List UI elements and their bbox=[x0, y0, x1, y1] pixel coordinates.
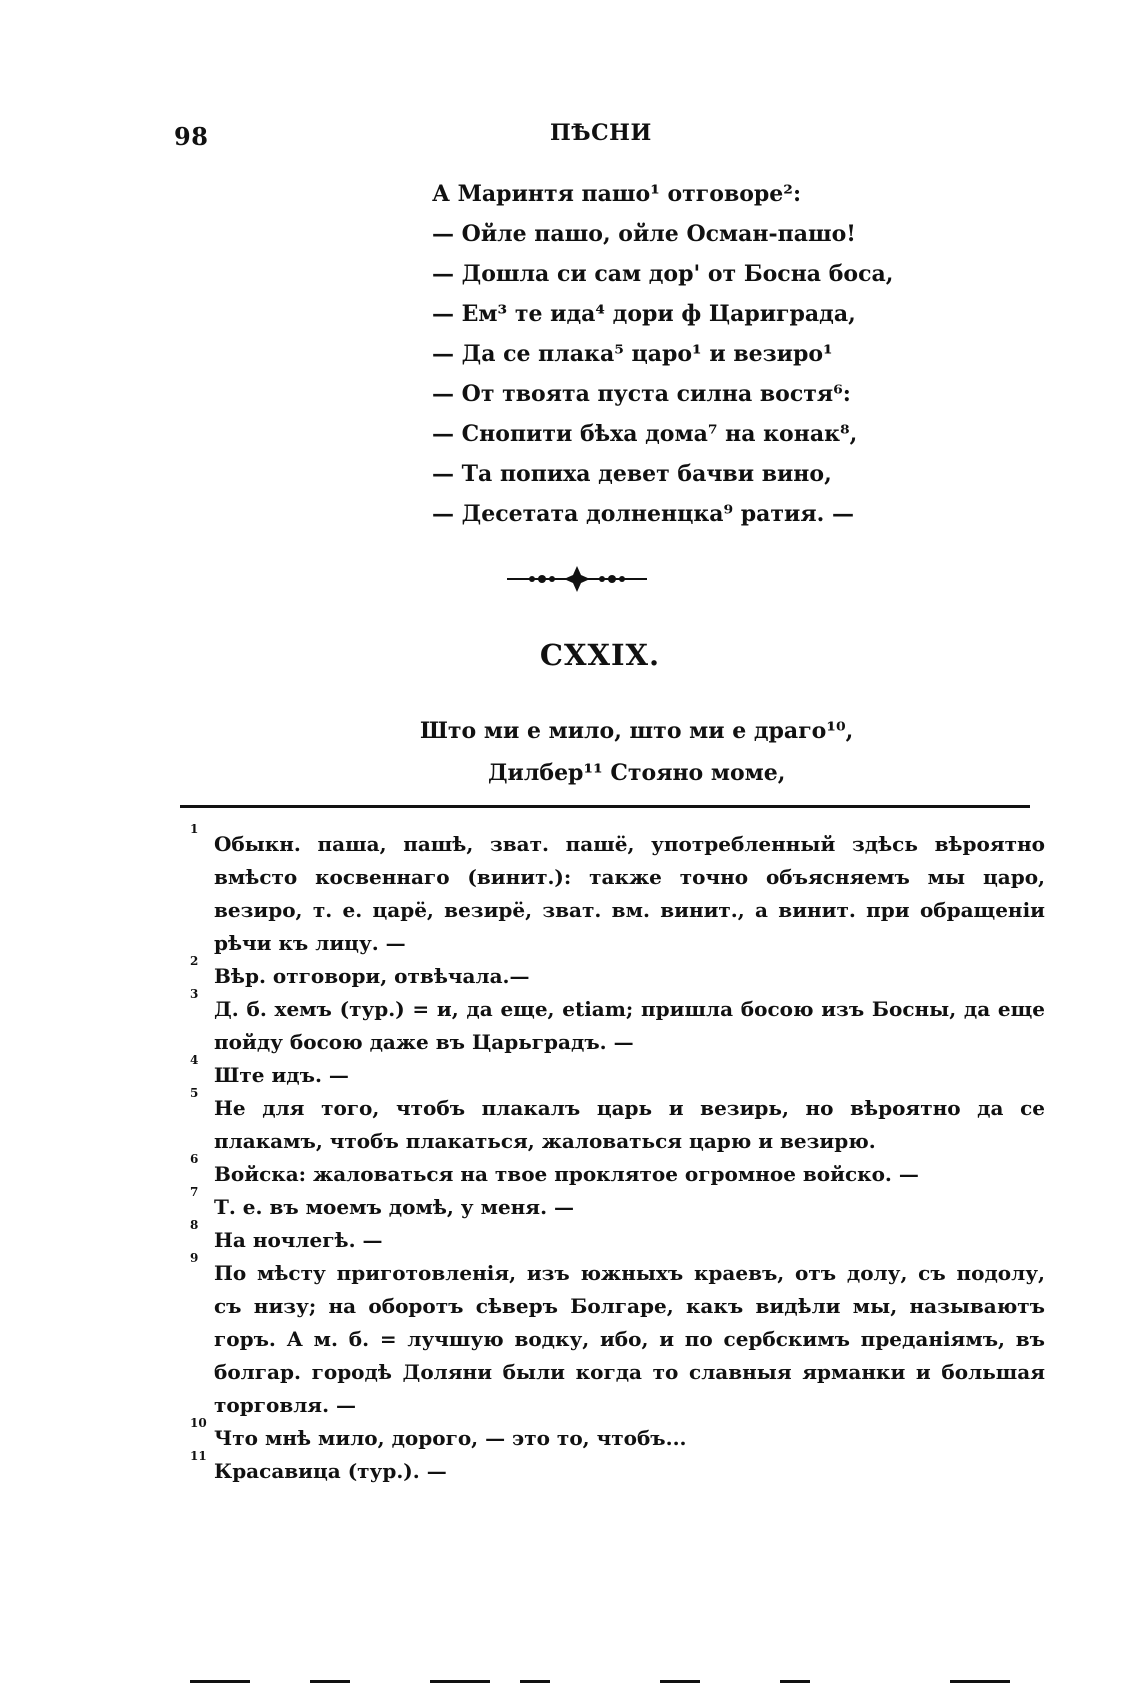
poem-line: — Десетата долненцка⁹ ратия. — bbox=[432, 501, 854, 527]
footnote-text: Обыкн. паша, пашѣ, зват. пашё, употребленный здѣсь вѣроятно вмѣсто косвеннаго (винит.): также точно объясняемъ мы царо, везиро, т. е. царё, везирё, зват. вм. винит., а винит. при обращеніи рѣчи къ лицу. — bbox=[214, 832, 1045, 955]
footnote-number: 4 bbox=[190, 1053, 199, 1067]
footnote-number: 9 bbox=[190, 1251, 199, 1265]
footnote-text: Красавица (тур.). — bbox=[214, 1459, 447, 1483]
poem-line: — От твоята пуста силна востя⁶: bbox=[432, 381, 851, 407]
poem-line: — Ойле пашо, ойле Осман-пашо! bbox=[432, 221, 856, 247]
poem-line: — Та попиха девет бачви вино, bbox=[432, 461, 832, 487]
footnote-number: 2 bbox=[190, 954, 199, 968]
footnote-divider bbox=[180, 805, 1030, 808]
footnote-number: 1 bbox=[190, 822, 199, 836]
footnote bbox=[190, 822, 1045, 960]
footnote-number: 3 bbox=[190, 987, 199, 1001]
footnote-text: Войска: жаловаться на твое проклятое огромное войско. — bbox=[214, 1162, 919, 1186]
footnote-number: 5 bbox=[190, 1086, 199, 1100]
footnote-number: 10 bbox=[190, 1416, 207, 1430]
poem-line: — Да се плака⁵ царо¹ и везиро¹ bbox=[432, 341, 833, 367]
footnote-number: 8 bbox=[190, 1218, 199, 1232]
bottom-edge-marks bbox=[190, 1680, 1050, 1684]
section-ornament-icon bbox=[502, 564, 652, 594]
page-number: 98 bbox=[174, 122, 209, 151]
footnote-text: Д. б. хемъ (тур.) = и, да еще, etiam; пришла босою изъ Босны, да еще пойду босою даже въ Царьградъ. — bbox=[214, 997, 1045, 1054]
footnote-number: 11 bbox=[190, 1449, 207, 1463]
footnote bbox=[190, 1251, 1045, 1422]
running-head: ПѢСНИ bbox=[550, 120, 652, 146]
footnote-text: Не для того, чтобъ плакалъ царь и везирь, но вѣроятно да се плакамъ, чтобъ плакаться, жаловаться царю и везирю. bbox=[214, 1096, 1045, 1153]
footnote bbox=[190, 1053, 1045, 1092]
footnote-text: Что мнѣ мило, дорого, — это то, чтобъ... bbox=[214, 1426, 687, 1450]
footnote-number: 7 bbox=[190, 1185, 199, 1199]
footnote-text: На ночлегѣ. — bbox=[214, 1228, 383, 1252]
footnote bbox=[190, 1218, 1045, 1257]
poem-line: А Маринтя пашо¹ отговоре²: bbox=[432, 181, 802, 207]
poem-line: — Дошла си сам дор' от Босна боса, bbox=[432, 261, 894, 287]
poem-second bbox=[420, 710, 920, 794]
footnotes bbox=[190, 822, 1045, 1488]
footnote bbox=[190, 1086, 1045, 1158]
footnote bbox=[190, 1152, 1045, 1191]
footnote-number: 6 bbox=[190, 1152, 199, 1166]
footnote bbox=[190, 1449, 1045, 1488]
footnote-text: Т. е. въ моемъ домѣ, у меня. — bbox=[214, 1195, 575, 1219]
poem-top bbox=[432, 174, 1032, 534]
poem-line: — Снопити бѣха дома⁷ на конак⁸, bbox=[432, 421, 858, 447]
footnote bbox=[190, 954, 1045, 993]
poem-line: Дилбер¹¹ Стояно моме, bbox=[488, 760, 786, 786]
footnote bbox=[190, 1416, 1045, 1455]
footnote bbox=[190, 987, 1045, 1059]
footnote-text: По мѣсту приготовленія, изъ южныхъ краевъ, отъ долу, съ подолу, съ низу; на оборотъ сѣверъ Болгаре, какъ видѣли мы, называютъ горъ. А м. б. = лучшую водку, ибо, и по сербскимъ преданіямъ, въ болгар. городѣ Доляни были когда то славныя ярманки и большая торговля. — bbox=[214, 1261, 1045, 1417]
poem-line: — Ем³ те ида⁴ дори ф Цариграда, bbox=[432, 301, 856, 327]
poem-line: Што ми е мило, што ми е драго¹⁰, bbox=[420, 718, 854, 744]
footnote-text: Ште идъ. — bbox=[214, 1063, 349, 1087]
section-heading: CXXIX. bbox=[539, 638, 661, 672]
footnote bbox=[190, 1185, 1045, 1224]
footnote-text: Вѣр. отговори, отвѣчала.— bbox=[214, 964, 530, 988]
